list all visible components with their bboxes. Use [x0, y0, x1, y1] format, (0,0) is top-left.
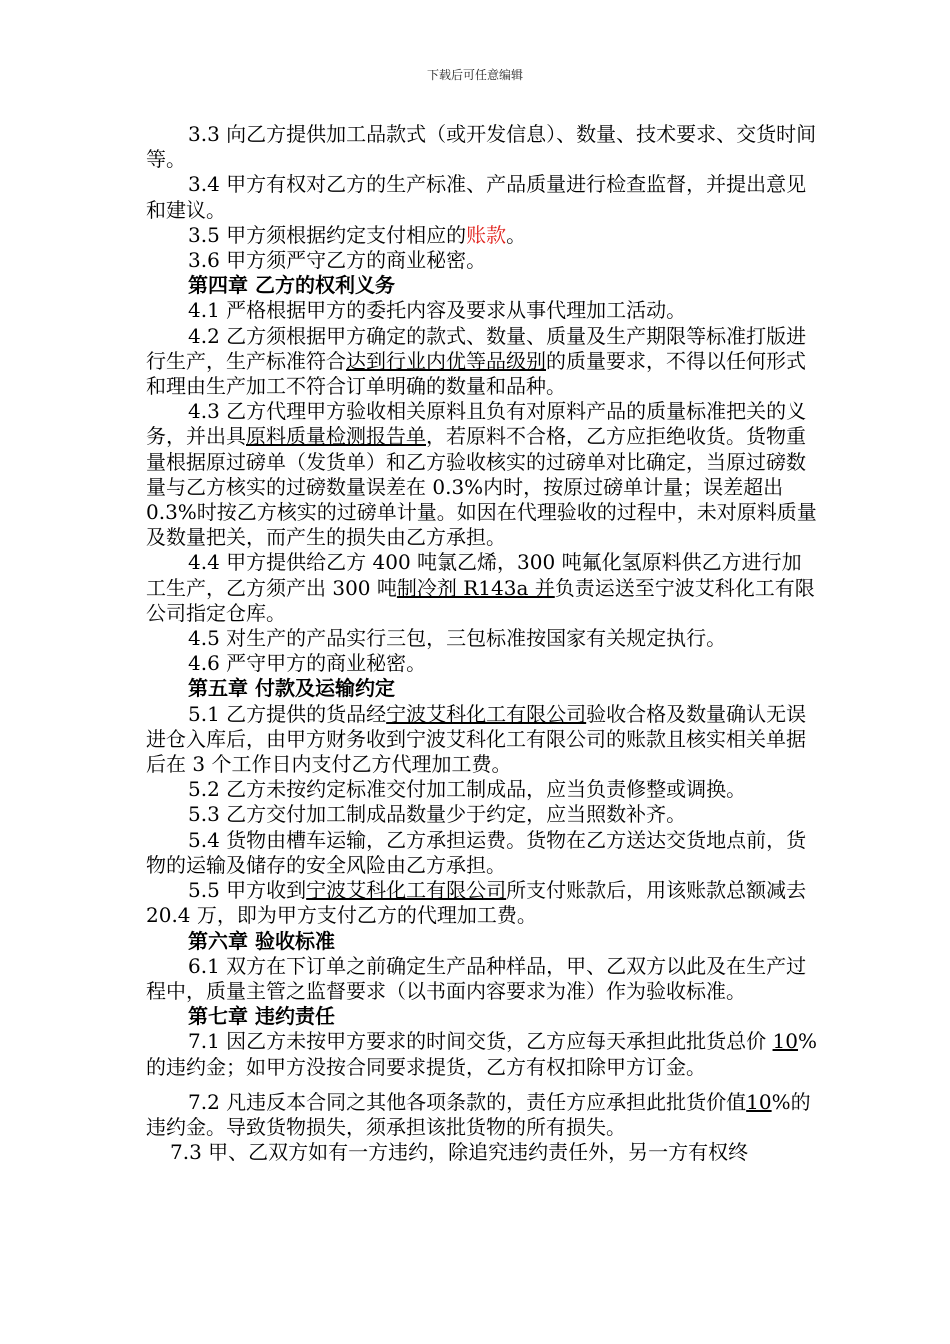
clause-4-3-end: ，若原料不合格，乙方应拒绝收货。货物重量根据原过磅单（发货单）和乙方验收核实的过磅单对比确定，当原过磅数量与乙方核实的过磅数量误差在 0.3%内时，按原过磅单计量；误差超出 0.3%时按乙方核实的过磅单计量。如因在代理验收的过程中，未对原料质量及数量把关，而产生的损失由乙方承担。 — [146, 424, 817, 550]
clause-4-2-end: 的质量要求，不得以任何形式和理由生产加工不符合订单明确的数量和品种。 — [146, 348, 806, 399]
clause-5-1-underline: 宁波艾科化工有限公司 — [386, 701, 587, 726]
contract-body — [146, 122, 818, 1165]
clause-5-5-underline: 宁波艾科化工有限公司 — [306, 878, 507, 903]
chapter-7-heading: 第七章 违约责任 — [188, 1004, 335, 1029]
header-note: 下载后可任意编辑 — [426, 68, 523, 82]
clause-4-3-text: 4.3 乙方代理甲方验收相关原料且负有对原料产品的质量标准把关的义务，并出具 — [146, 399, 807, 449]
clause-7-1 — [146, 1029, 818, 1079]
highlight-payment: 账款 — [466, 222, 507, 247]
clause-7-2 — [146, 1090, 818, 1140]
clause-5-5-text: 5.5 甲方收到 — [188, 878, 307, 903]
clause-7-3: 7.3 甲、乙双方如有一方违约，除追究违约责任外，另一方有权终 — [170, 1140, 749, 1165]
clause-4-4-end: 负责运送至宁波艾科化工有限公司指定仓库。 — [146, 575, 815, 625]
clause-7-1-text: 7.1 因乙方未按甲方要求的时间交货，乙方应每天承担此批货总价 — [188, 1029, 773, 1054]
clause-7-2-end: %的违约金。导致货物损失，须承担该批货物的所有损失。 — [146, 1089, 811, 1139]
clause-4-1: 4.1 严格根据甲方的委托内容及要求从事代理加工活动。 — [188, 298, 687, 323]
clause-5-1-end: 验收合格及数量确认无误进仓入库后，由甲方财务收到宁波艾科化工有限公司的账款且核实相关单据后在 3 个工作日内支付乙方代理加工费。 — [146, 701, 807, 777]
clause-5-5-end: 所支付账款后，用该账款总额减去 20.4 万，即为甲方支付乙方的代理加工费。 — [146, 878, 813, 928]
clause-4-4 — [146, 550, 818, 626]
clause-5-5 — [146, 878, 818, 928]
clause-3-5-text: 3.5 甲方须根据约定支付相应的 — [188, 222, 467, 247]
clause-3-3: 3.3 向乙方提供加工品款式（或开发信息）、数量、技术要求、交货时间等。 — [146, 122, 817, 172]
paragraph-gap — [146, 1080, 818, 1090]
clause-7-1-underline: 10 — [772, 1029, 798, 1054]
chapter-4-heading: 第四章 乙方的权利义务 — [188, 273, 395, 298]
clause-6-1: 6.1 双方在下订单之前确定生产品种样品，甲、乙双方以此及在生产过程中，质量主管之监督要求（以书面内容要求为准）作为验收标准。 — [146, 953, 807, 1003]
clause-3-5 — [146, 223, 818, 248]
clause-4-2-text: 4.2 乙方须根据甲方确定的款式、数量、质量及生产期限等标准打版进行生产，生产标准符合 — [146, 323, 807, 373]
clause-7-1-end: %的违约金；如甲方没按合同要求提货，乙方有权扣除甲方订金。 — [146, 1029, 817, 1079]
clause-4-3-underline: 原料质量检测报告单 — [246, 424, 426, 449]
chapter-5-heading: 第五章 付款及运输约定 — [188, 676, 395, 701]
clause-4-6: 4.6 严守甲方的商业秘密。 — [188, 651, 427, 676]
clause-4-2-underline: 达到行业内优等品级别 — [346, 348, 546, 373]
clause-4-5: 4.5 对生产的产品实行三包，三包标准按国家有关规定执行。 — [188, 626, 727, 651]
chapter-6-heading: 第六章 验收标准 — [188, 928, 335, 953]
clause-5-4: 5.4 货物由槽车运输，乙方承担运费。货物在乙方送达交货地点前，货物的运输及储存的安全风险由乙方承担。 — [146, 827, 807, 877]
clause-3-6: 3.6 甲方须严守乙方的商业秘密。 — [188, 248, 487, 273]
clause-5-3: 5.3 乙方交付加工制成品数量少于约定，应当照数补齐。 — [188, 802, 687, 827]
clause-3-5-end: 。 — [506, 222, 527, 247]
clause-3-4: 3.4 甲方有权对乙方的生产标准、产品质量进行检查监督，并提出意见和建议。 — [146, 172, 807, 222]
clause-5-1 — [146, 702, 818, 778]
clause-5-1-text: 5.1 乙方提供的货品经 — [188, 701, 387, 726]
clause-5-2: 5.2 乙方未按约定标准交付加工制成品，应当负责修整或调换。 — [188, 777, 747, 802]
clause-4-4-underline: 制冷剂 R143a 并 — [396, 575, 555, 600]
clause-7-2-text: 7.2 凡违反本合同之其他各项条款的，责任方应承担此批货价值 — [188, 1089, 747, 1114]
clause-7-2-underline: 10 — [746, 1089, 772, 1114]
clause-4-2 — [146, 324, 818, 400]
clause-4-3 — [146, 399, 818, 550]
clause-4-4-text: 4.4 甲方提供给乙方 400 吨氯乙烯，300 吨氟化氢原料供乙方进行加工生产，乙方须产出 300 吨 — [146, 550, 802, 600]
